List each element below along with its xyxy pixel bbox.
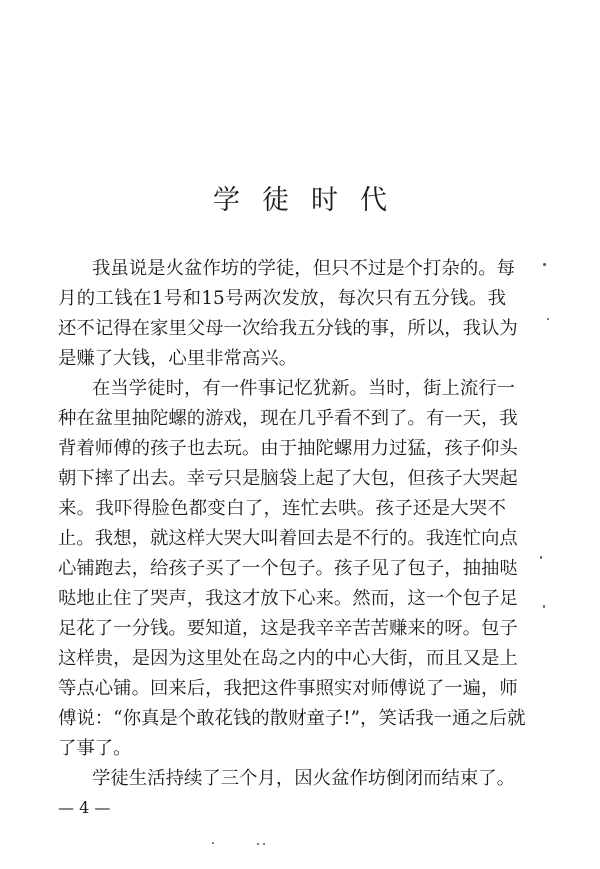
text-line: 哒地止住了哭声，我这才放下心来。然而，这一个包子足 bbox=[58, 588, 518, 609]
page-number: — 4 — bbox=[58, 798, 111, 817]
text-line: 足花了一分钱。要知道，这是我辛辛苦苦赚来的呀。包子 bbox=[58, 618, 518, 639]
text-line: 等点心铺。回来后，我把这件事照实对师傅说了一遍，师 bbox=[58, 678, 518, 699]
scan-speck bbox=[263, 843, 265, 845]
text-line: 朝下摔了出去。幸亏只是脑袋上起了大包，但孩子大哭起 bbox=[58, 468, 518, 489]
text-line: 种在盆里抽陀螺的游戏，现在几乎看不到了。有一天，我 bbox=[58, 408, 518, 429]
scan-speck bbox=[543, 263, 546, 266]
text-line: 还不记得在家里父母一次给我五分钱的事，所以，我认为 bbox=[58, 318, 518, 339]
text-line: 来。我吓得脸色都变白了，连忙去哄。孩子还是大哭不 bbox=[58, 498, 506, 519]
text-line: 是赚了大钱，心里非常高兴。 bbox=[58, 348, 298, 369]
scan-speck bbox=[547, 318, 549, 320]
text-line: 这样贵，是因为这里处在岛之内的中心大街，而且又是上 bbox=[58, 648, 518, 669]
text-line: 学徒生活持续了三个月，因火盆作坊倒闭而结束了。 bbox=[92, 768, 515, 789]
scan-speck bbox=[212, 842, 214, 844]
text-line: 在当学徒时，有一件事记忆犹新。当时，街上流行一 bbox=[92, 378, 515, 399]
text-line: 我虽说是火盆作坊的学徒，但只不过是个打杂的。每 bbox=[92, 258, 515, 279]
scan-speck bbox=[257, 843, 259, 845]
chapter-title: 学徒时代 bbox=[213, 185, 409, 216]
text-line: 止。我想，就这样大哭大叫着回去是不行的。我连忙向点 bbox=[58, 528, 518, 549]
text-line: 月的工钱在1号和15号两次发放，每次只有五分钱。我 bbox=[58, 288, 506, 309]
text-line: 傅说：“你真是个敢花钱的散财童子!”，笑话我一通之后就 bbox=[58, 708, 526, 729]
text-line: 背着师傅的孩子也去玩。由于抽陀螺用力过猛，孩子仰头 bbox=[58, 438, 518, 459]
scan-speck bbox=[543, 605, 545, 608]
text-line: 心铺跑去，给孩子买了一个包子。孩子见了包子，抽抽哒 bbox=[58, 558, 518, 579]
text-line: 了事了。 bbox=[58, 738, 132, 759]
scan-speck bbox=[540, 556, 542, 559]
